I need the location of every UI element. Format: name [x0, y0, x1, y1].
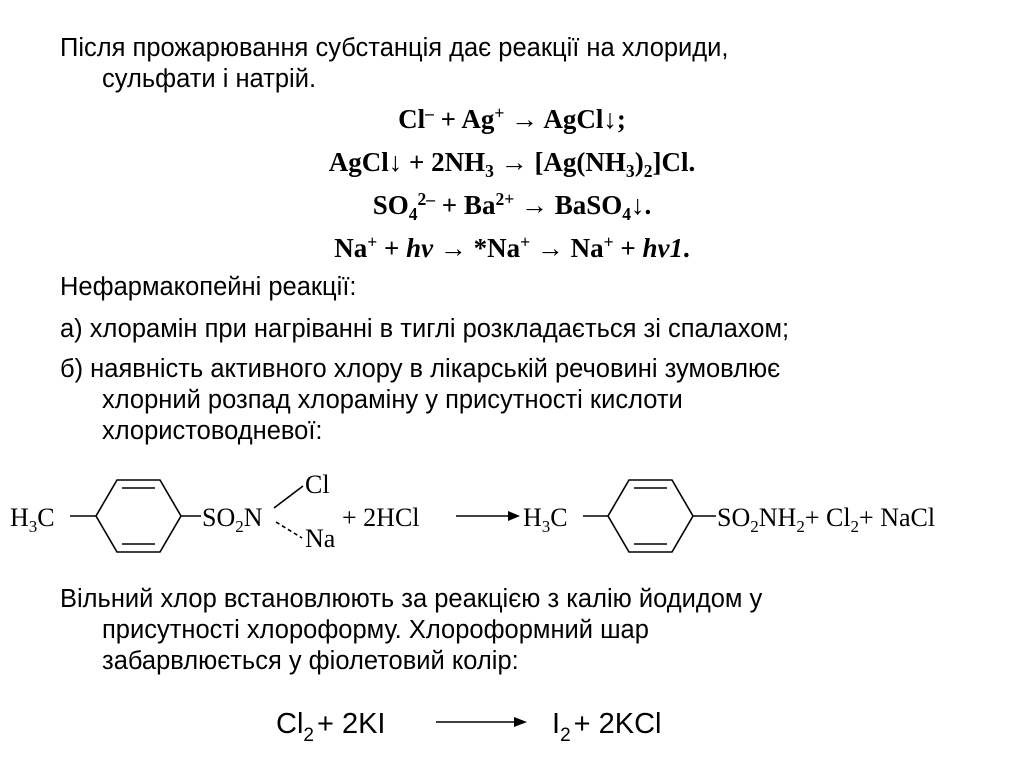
intro-line-2: сульфати і натрій. — [102, 65, 317, 93]
eq3-part: SO — [372, 190, 409, 220]
products: $SO_2NH_2+ Cl_2+$ NaCl — [717, 503, 936, 536]
nonpharm-item-b-line-3: хлористоводневої: — [102, 417, 323, 445]
sodium-substituent: Na — [305, 524, 336, 553]
eq2-part: ]Cl. — [652, 147, 696, 177]
iodide-reaction-scheme — [0, 695, 1024, 755]
eq2-part: → [Ag(NH — [493, 147, 626, 177]
benzene-ring-left — [96, 480, 181, 552]
eq1-silver-charge: + — [494, 103, 505, 124]
eq2-sub: 2 — [643, 160, 653, 181]
eq3-sub: 4 — [622, 203, 632, 224]
intro-line-1: Після прожарювання субстанція дає реакції на хлориди, — [60, 34, 729, 62]
nonpharm-item-a-text: а) хлорамін при нагріванні в тиглі розкладається зі спалахом; — [60, 315, 790, 343]
eq3-part: → BaSO — [514, 190, 623, 220]
eq3-sup: 2– — [417, 189, 436, 210]
equation-3 — [0, 189, 1024, 224]
eq2-part: ) — [634, 147, 644, 177]
eq4-sup: + — [520, 232, 531, 253]
intro-paragraph — [60, 33, 1000, 95]
eq4-part: → *Na — [433, 233, 521, 263]
eq1-chloride-charge: – — [425, 103, 434, 124]
eq1-chloride: Cl — [398, 104, 426, 134]
chloramine-reaction-scheme — [0, 458, 1024, 570]
chlorine-reactant: $Cl_2 + 2KI$ — [276, 708, 386, 746]
free-chlorine-line-2: присутності хлороформу. Хлороформний шар — [102, 616, 649, 644]
eq3-part: + Ba — [435, 190, 496, 220]
eq4-hv: hv — [406, 233, 434, 263]
sulfonamide-group: $SO_2N$ — [202, 503, 263, 536]
nonpharm-item-b-line-1: б) наявність активного хлору в лікарській речовині зумовлює — [60, 355, 781, 383]
eq2-sub: 3 — [625, 160, 635, 181]
eq4-hv1: hv1 — [642, 233, 684, 263]
nonpharm-heading — [60, 272, 1000, 303]
eq1-product: → AgCl↓; — [504, 104, 626, 134]
eq3-sup: 2+ — [495, 189, 515, 210]
equation-1 — [0, 103, 1024, 135]
chlorine-substituent: Cl — [305, 470, 330, 499]
nonpharm-item-a — [60, 314, 1000, 345]
eq4-part: → Na — [530, 233, 604, 263]
free-chlorine-line-1: Вільний хлор встановлюють за реакцією з калію йодидом у — [60, 585, 763, 613]
eq2-sub: 3 — [485, 160, 494, 181]
free-chlorine-paragraph — [60, 584, 1000, 677]
eq1-silver: + Ag — [433, 104, 495, 134]
hcl-reagent: + 2HCl — [342, 503, 420, 532]
eq4-sup: + — [603, 232, 614, 253]
eq4-sup: + — [367, 232, 378, 253]
benzene-ring-right — [608, 480, 693, 552]
iodine-product: $I_2 + 2KCl$ — [552, 708, 662, 746]
nonpharm-heading-text: Нефармакопейні реакції: — [60, 273, 357, 301]
free-chlorine-line-3: забарвлюється у фіолетовий колір: — [102, 647, 519, 675]
methyl-group-right: $H_3C$ — [523, 503, 568, 536]
eq2-part: AgCl↓ + 2NH — [328, 147, 486, 177]
nonpharm-item-b — [60, 354, 1000, 447]
equation-4 — [0, 232, 1024, 264]
nonpharm-item-b-line-2: хлорний розпад хлораміну у присутності кислоти — [102, 386, 683, 414]
eq3-sub: 4 — [408, 203, 418, 224]
eq4-part: . — [683, 233, 690, 263]
equation-2 — [0, 146, 1024, 181]
eq4-part: + — [377, 233, 407, 263]
methyl-group-left: $H_3C$ — [10, 503, 55, 536]
eq3-part: ↓. — [631, 190, 652, 220]
eq4-part: Na — [334, 233, 368, 263]
eq4-part: + — [613, 233, 643, 263]
